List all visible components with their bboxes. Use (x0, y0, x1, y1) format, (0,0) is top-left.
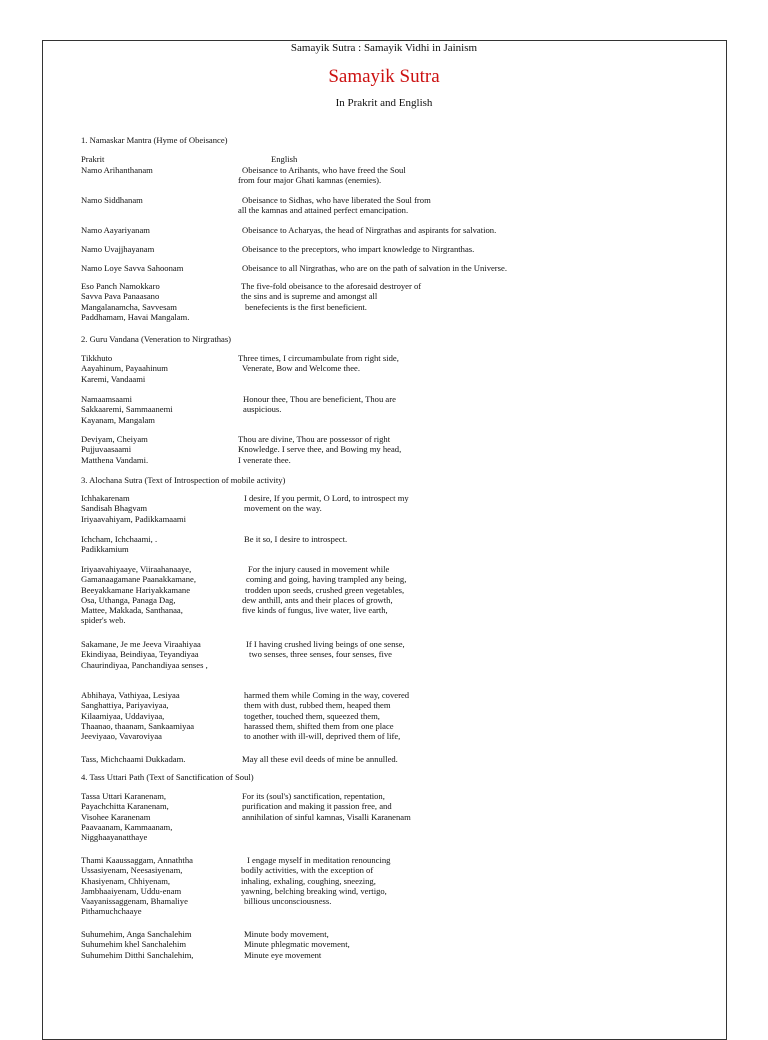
prakrit-verse: Tikkhuto Aayahinum, Payaahinum Karemi, Vandaami (81, 353, 168, 384)
prakrit-verse: Eso Panch Namokkaro Savva Pava Panaasano Mangalanamcha, Savvesam Paddhamam, Havai Mangalam. (81, 281, 190, 322)
column-header-english: English (271, 154, 298, 164)
prakrit-verse: Iriyaavahiyaaye, Viiraahanaaye, Gamanaagamane Paanakkamane, Beeyakkamane Hariyakkamane Osa, Uthanga, Panaga Dag, Mattee, Makkada, Santhanaa, spider's web. (81, 564, 197, 626)
prakrit-verse: Namo Aayariyanam (81, 225, 150, 235)
english-translation: I engage myself in meditation renouncing bodily activities, with the exception of inhaling, exhaling, coughing, sneezing, yawning, belching breaking wind, vertigo, billious unconsciousness. (241, 855, 391, 907)
english-translation: For the injury caused in movement while coming and going, having trampled any being, trodden upon seeds, crushed green vegetables, dew anthill, ants and their places of growth, five kinds of fungus, live water, live earth, (242, 564, 407, 616)
prakrit-verse: Namo Loye Savva Sahoonam (81, 263, 184, 273)
prakrit-verse: Namo Arihanthanam (81, 165, 153, 175)
english-translation: Honour thee, Thou are beneficient, Thou are auspicious. (243, 394, 396, 415)
document-title: Samayik Sutra (328, 66, 440, 87)
english-translation: Be it so, I desire to introspect. (244, 534, 348, 544)
english-translation: The five-fold obeisance to the aforesaid destroyer of the sins and is supreme and amongst all benefecients is the first beneficient. (241, 281, 422, 312)
english-translation: Minute body movement, Minute phlegmatic movement, Minute eye movement (244, 929, 350, 960)
prakrit-verse: Tassa Uttari Karanenam, Payachchitta Karanenam, Visohee Karanenam Paavaanam, Kammaanam, Nigghaayanatthaye (81, 791, 173, 843)
prakrit-verse: Thami Kaaussaggam, Annaththa Ussasiyenam, Neesasiyenam, Khasiyenam, Chhiyenam, Jambhaaiyenam, Uddu-enam Vaayanissaggenam, Bhamaliye Pithamuchchaaye (81, 855, 193, 917)
english-translation: For its (soul's) sanctification, repentation, purification and making it passion free, and annihilation of sinful kamnas, Visalli Karanenam (242, 791, 411, 822)
prakrit-verse: Deviyam, Cheiyam Pujjuvaasaami Matthena Vandami. (81, 434, 149, 465)
column-header-prakrit: Prakrit (81, 154, 105, 164)
english-translation: Obeisance to the preceptors, who impart knowledge to Nirgranthas. (242, 244, 475, 254)
prakrit-verse: Ichcham, Ichchaami, . Padikkamium (81, 534, 158, 555)
english-translation: Obeisance to all Nirgrathas, who are on the path of salvation in the Universe. (242, 263, 507, 273)
running-header: Samayik Sutra : Samayik Vidhi in Jainism (290, 42, 478, 54)
section-heading: 3. Alochana Sutra (Text of Introspection of mobile activity) (81, 475, 286, 485)
english-translation: harmed them while Coming in the way, covered them with dust, rubbed them, heaped them together, touched them, squeezed them, harassed them, shifted them from one place to another with ill-will, deprived them of life, (244, 690, 410, 742)
english-translation: If I having crushed living beings of one sense, two senses, three senses, four senses, five (246, 639, 405, 660)
english-translation: Obeisance to Arihants, who have freed the Soul from four major Ghati kamnas (enemies). (238, 165, 406, 186)
prakrit-verse: Namaamsaami Sakkaaremi, Sammaanemi Kayanam, Mangalam (81, 394, 173, 425)
section-heading: 2. Guru Vandana (Veneration to Nirgrathas) (81, 334, 232, 344)
document-subtitle: In Prakrit and English (335, 97, 433, 109)
english-translation: May all these evil deeds of mine be annulled. (242, 754, 398, 764)
english-translation: Obeisance to Acharyas, the head of Nirgrathas and aspirants for salvation. (242, 225, 497, 235)
prakrit-verse: Namo Siddhanam (81, 195, 143, 205)
prakrit-verse: Namo Uvajjhayanam (81, 244, 155, 254)
english-translation: I desire, If you permit, O Lord, to introspect my movement on the way. (244, 493, 409, 514)
prakrit-verse: Suhumehim, Anga Sanchalehim Suhumehim khel Sanchalehim Suhumehim Ditthi Sanchalehim, (81, 929, 194, 960)
prakrit-verse: Sakamane, Je me Jeeva Viraahiyaa Ekindiyaa, Beindiyaa, Teyandiyaa Chaurindiyaa, Panchandiyaa senses , (81, 639, 208, 670)
english-translation: Thou are divine, Thou are possessor of right Knowledge. I serve thee, and Bowing my head, I venerate thee. (238, 434, 402, 465)
section-heading: 1. Namaskar Mantra (Hyme of Obeisance) (81, 135, 228, 145)
english-translation: Obeisance to Sidhas, who have liberated the Soul from all the kamnas and attained perfect emancipation. (238, 195, 431, 216)
prakrit-verse: Abhihaya, Vathiyaa, Lesiyaa Sanghattiya, Pariyaviyaa, Kilaamiyaa, Uddaviyaa, Thaanao, thaanam, Sankaamiyaa Jeeviyaao, Vavaroviyaa (81, 690, 195, 742)
english-translation: Three times, I circumambulate from right side, Venerate, Bow and Welcome thee. (238, 353, 399, 374)
section-heading: 4. Tass Uttari Path (Text of Sanctification of Soul) (81, 772, 254, 782)
prakrit-verse: Tass, Michchaami Dukkadam. (81, 754, 186, 764)
prakrit-verse: Ichhakarenam Sandisah Bhagvam Iriyaavahiyam, Padikkamaami (81, 493, 186, 524)
